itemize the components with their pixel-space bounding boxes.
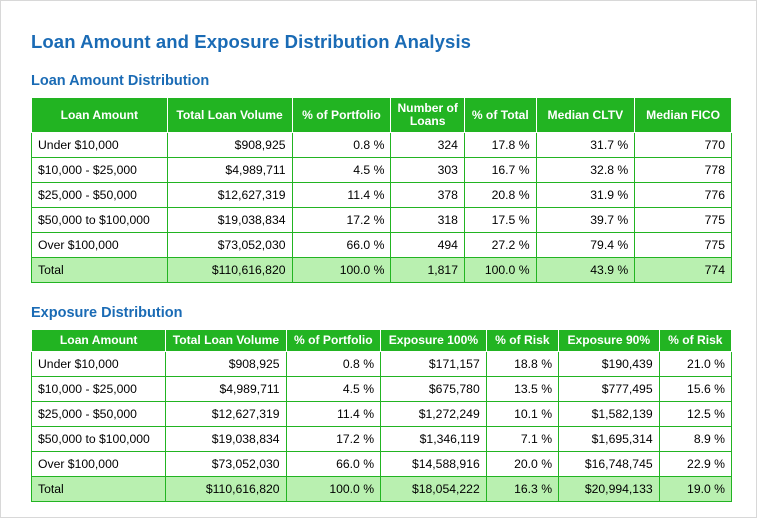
cell-pct-risk-90: 19.0 % <box>659 477 731 502</box>
cell-exposure-90: $1,695,314 <box>559 427 660 452</box>
cell-total-loan-volume: $12,627,319 <box>166 402 286 427</box>
cell-median-cltv: 43.9 % <box>536 258 635 283</box>
column-header: % of Risk <box>659 330 731 352</box>
cell-loan-amount: $50,000 to $100,000 <box>32 208 168 233</box>
cell-number-of-loans: 494 <box>391 233 465 258</box>
cell-exposure-90: $190,439 <box>559 352 660 377</box>
cell-pct-portfolio: 100.0 % <box>292 258 391 283</box>
cell-pct-portfolio: 17.2 % <box>292 208 391 233</box>
table-header-row <box>32 98 732 133</box>
cell-pct-risk-90: 21.0 % <box>659 352 731 377</box>
cell-total-loan-volume: $73,052,030 <box>166 452 286 477</box>
cell-pct-risk-100: 20.0 % <box>486 452 558 477</box>
cell-pct-risk-90: 15.6 % <box>659 377 731 402</box>
cell-loan-amount: Total <box>32 258 168 283</box>
cell-loan-amount: $50,000 to $100,000 <box>32 427 166 452</box>
cell-loan-amount: Under $10,000 <box>32 133 168 158</box>
cell-pct-total: 17.8 % <box>464 133 536 158</box>
column-header: % of Risk <box>486 330 558 352</box>
cell-loan-amount: $10,000 - $25,000 <box>32 377 166 402</box>
cell-number-of-loans: 324 <box>391 133 465 158</box>
table-header-row <box>32 330 732 352</box>
cell-pct-portfolio: 0.8 % <box>292 133 391 158</box>
cell-pct-risk-100: 16.3 % <box>486 477 558 502</box>
cell-exposure-100: $171,157 <box>381 352 487 377</box>
cell-total-loan-volume: $110,616,820 <box>167 258 292 283</box>
cell-exposure-100: $18,054,222 <box>381 477 487 502</box>
cell-pct-risk-100: 7.1 % <box>486 427 558 452</box>
cell-exposure-100: $1,346,119 <box>381 427 487 452</box>
section-title-exposure: Exposure Distribution <box>31 305 183 322</box>
column-header: % of Portfolio <box>286 330 381 352</box>
cell-median-fico: 778 <box>635 158 732 183</box>
column-header: Median FICO <box>635 98 732 133</box>
cell-total-loan-volume: $908,925 <box>166 352 286 377</box>
cell-number-of-loans: 318 <box>391 208 465 233</box>
cell-total-loan-volume: $4,989,711 <box>166 377 286 402</box>
column-header: % of Portfolio <box>292 98 391 133</box>
table-row <box>32 183 732 208</box>
cell-exposure-100: $675,780 <box>381 377 487 402</box>
cell-pct-total: 20.8 % <box>464 183 536 208</box>
cell-median-cltv: 39.7 % <box>536 208 635 233</box>
cell-median-cltv: 31.9 % <box>536 183 635 208</box>
cell-pct-portfolio: 66.0 % <box>286 452 381 477</box>
cell-loan-amount: $25,000 - $50,000 <box>32 402 166 427</box>
cell-median-fico: 770 <box>635 133 732 158</box>
cell-loan-amount: $25,000 - $50,000 <box>32 183 168 208</box>
cell-median-cltv: 32.8 % <box>536 158 635 183</box>
cell-pct-portfolio: 4.5 % <box>292 158 391 183</box>
cell-total-loan-volume: $19,038,834 <box>166 427 286 452</box>
cell-pct-risk-90: 8.9 % <box>659 427 731 452</box>
cell-median-cltv: 79.4 % <box>536 233 635 258</box>
loan-amount-distribution-table <box>31 97 732 283</box>
cell-loan-amount: Over $100,000 <box>32 233 168 258</box>
cell-total-loan-volume: $908,925 <box>167 133 292 158</box>
column-header: Loan Amount <box>32 98 168 133</box>
table-total-row <box>32 477 732 502</box>
cell-pct-risk-100: 18.8 % <box>486 352 558 377</box>
column-header: Loan Amount <box>32 330 166 352</box>
section-title-loan-amount: Loan Amount Distribution <box>31 73 210 89</box>
table-row <box>32 133 732 158</box>
cell-loan-amount: Under $10,000 <box>32 352 166 377</box>
column-header: Exposure 100% <box>381 330 487 352</box>
cell-median-fico: 774 <box>635 258 732 283</box>
cell-median-fico: 775 <box>635 233 732 258</box>
cell-loan-amount: Total <box>32 477 166 502</box>
cell-number-of-loans: 303 <box>391 158 465 183</box>
cell-pct-risk-100: 10.1 % <box>486 402 558 427</box>
cell-total-loan-volume: $73,052,030 <box>167 233 292 258</box>
cell-exposure-100: $14,588,916 <box>381 452 487 477</box>
table-row <box>32 352 732 377</box>
cell-number-of-loans: 378 <box>391 183 465 208</box>
cell-pct-risk-100: 13.5 % <box>486 377 558 402</box>
cell-pct-total: 16.7 % <box>464 158 536 183</box>
cell-total-loan-volume: $12,627,319 <box>167 183 292 208</box>
column-header: % of Total <box>464 98 536 133</box>
cell-pct-risk-90: 22.9 % <box>659 452 731 477</box>
cell-total-loan-volume: $19,038,834 <box>167 208 292 233</box>
cell-pct-portfolio: 11.4 % <box>286 402 381 427</box>
cell-median-fico: 775 <box>635 208 732 233</box>
cell-pct-portfolio: 4.5 % <box>286 377 381 402</box>
cell-loan-amount: Over $100,000 <box>32 452 166 477</box>
column-header: Total Loan Volume <box>166 330 286 352</box>
table-row <box>32 233 732 258</box>
cell-pct-portfolio: 0.8 % <box>286 352 381 377</box>
column-header: Total Loan Volume <box>167 98 292 133</box>
cell-pct-portfolio: 100.0 % <box>286 477 381 502</box>
page-title: Loan Amount and Exposure Distribution Analysis <box>31 31 472 52</box>
cell-pct-portfolio: 17.2 % <box>286 427 381 452</box>
table-total-row <box>32 258 732 283</box>
table-row <box>32 208 732 233</box>
cell-pct-risk-90: 12.5 % <box>659 402 731 427</box>
table-row <box>32 377 732 402</box>
cell-exposure-90: $777,495 <box>559 377 660 402</box>
table-row <box>32 452 732 477</box>
cell-pct-total: 17.5 % <box>464 208 536 233</box>
column-header: Exposure 90% <box>559 330 660 352</box>
cell-median-fico: 776 <box>635 183 732 208</box>
cell-exposure-90: $1,582,139 <box>559 402 660 427</box>
cell-pct-total: 27.2 % <box>464 233 536 258</box>
cell-total-loan-volume: $110,616,820 <box>166 477 286 502</box>
cell-pct-portfolio: 11.4 % <box>292 183 391 208</box>
cell-exposure-90: $16,748,745 <box>559 452 660 477</box>
cell-loan-amount: $10,000 - $25,000 <box>32 158 168 183</box>
column-header: Number of Loans <box>391 98 465 133</box>
cell-exposure-90: $20,994,133 <box>559 477 660 502</box>
column-header: Median CLTV <box>536 98 635 133</box>
table-row <box>32 158 732 183</box>
cell-number-of-loans: 1,817 <box>391 258 465 283</box>
table-row <box>32 427 732 452</box>
cell-total-loan-volume: $4,989,711 <box>167 158 292 183</box>
cell-pct-total: 100.0 % <box>464 258 536 283</box>
cell-pct-portfolio: 66.0 % <box>292 233 391 258</box>
cell-median-cltv: 31.7 % <box>536 133 635 158</box>
table-row <box>32 402 732 427</box>
exposure-distribution-table <box>31 329 732 502</box>
cell-exposure-100: $1,272,249 <box>381 402 487 427</box>
